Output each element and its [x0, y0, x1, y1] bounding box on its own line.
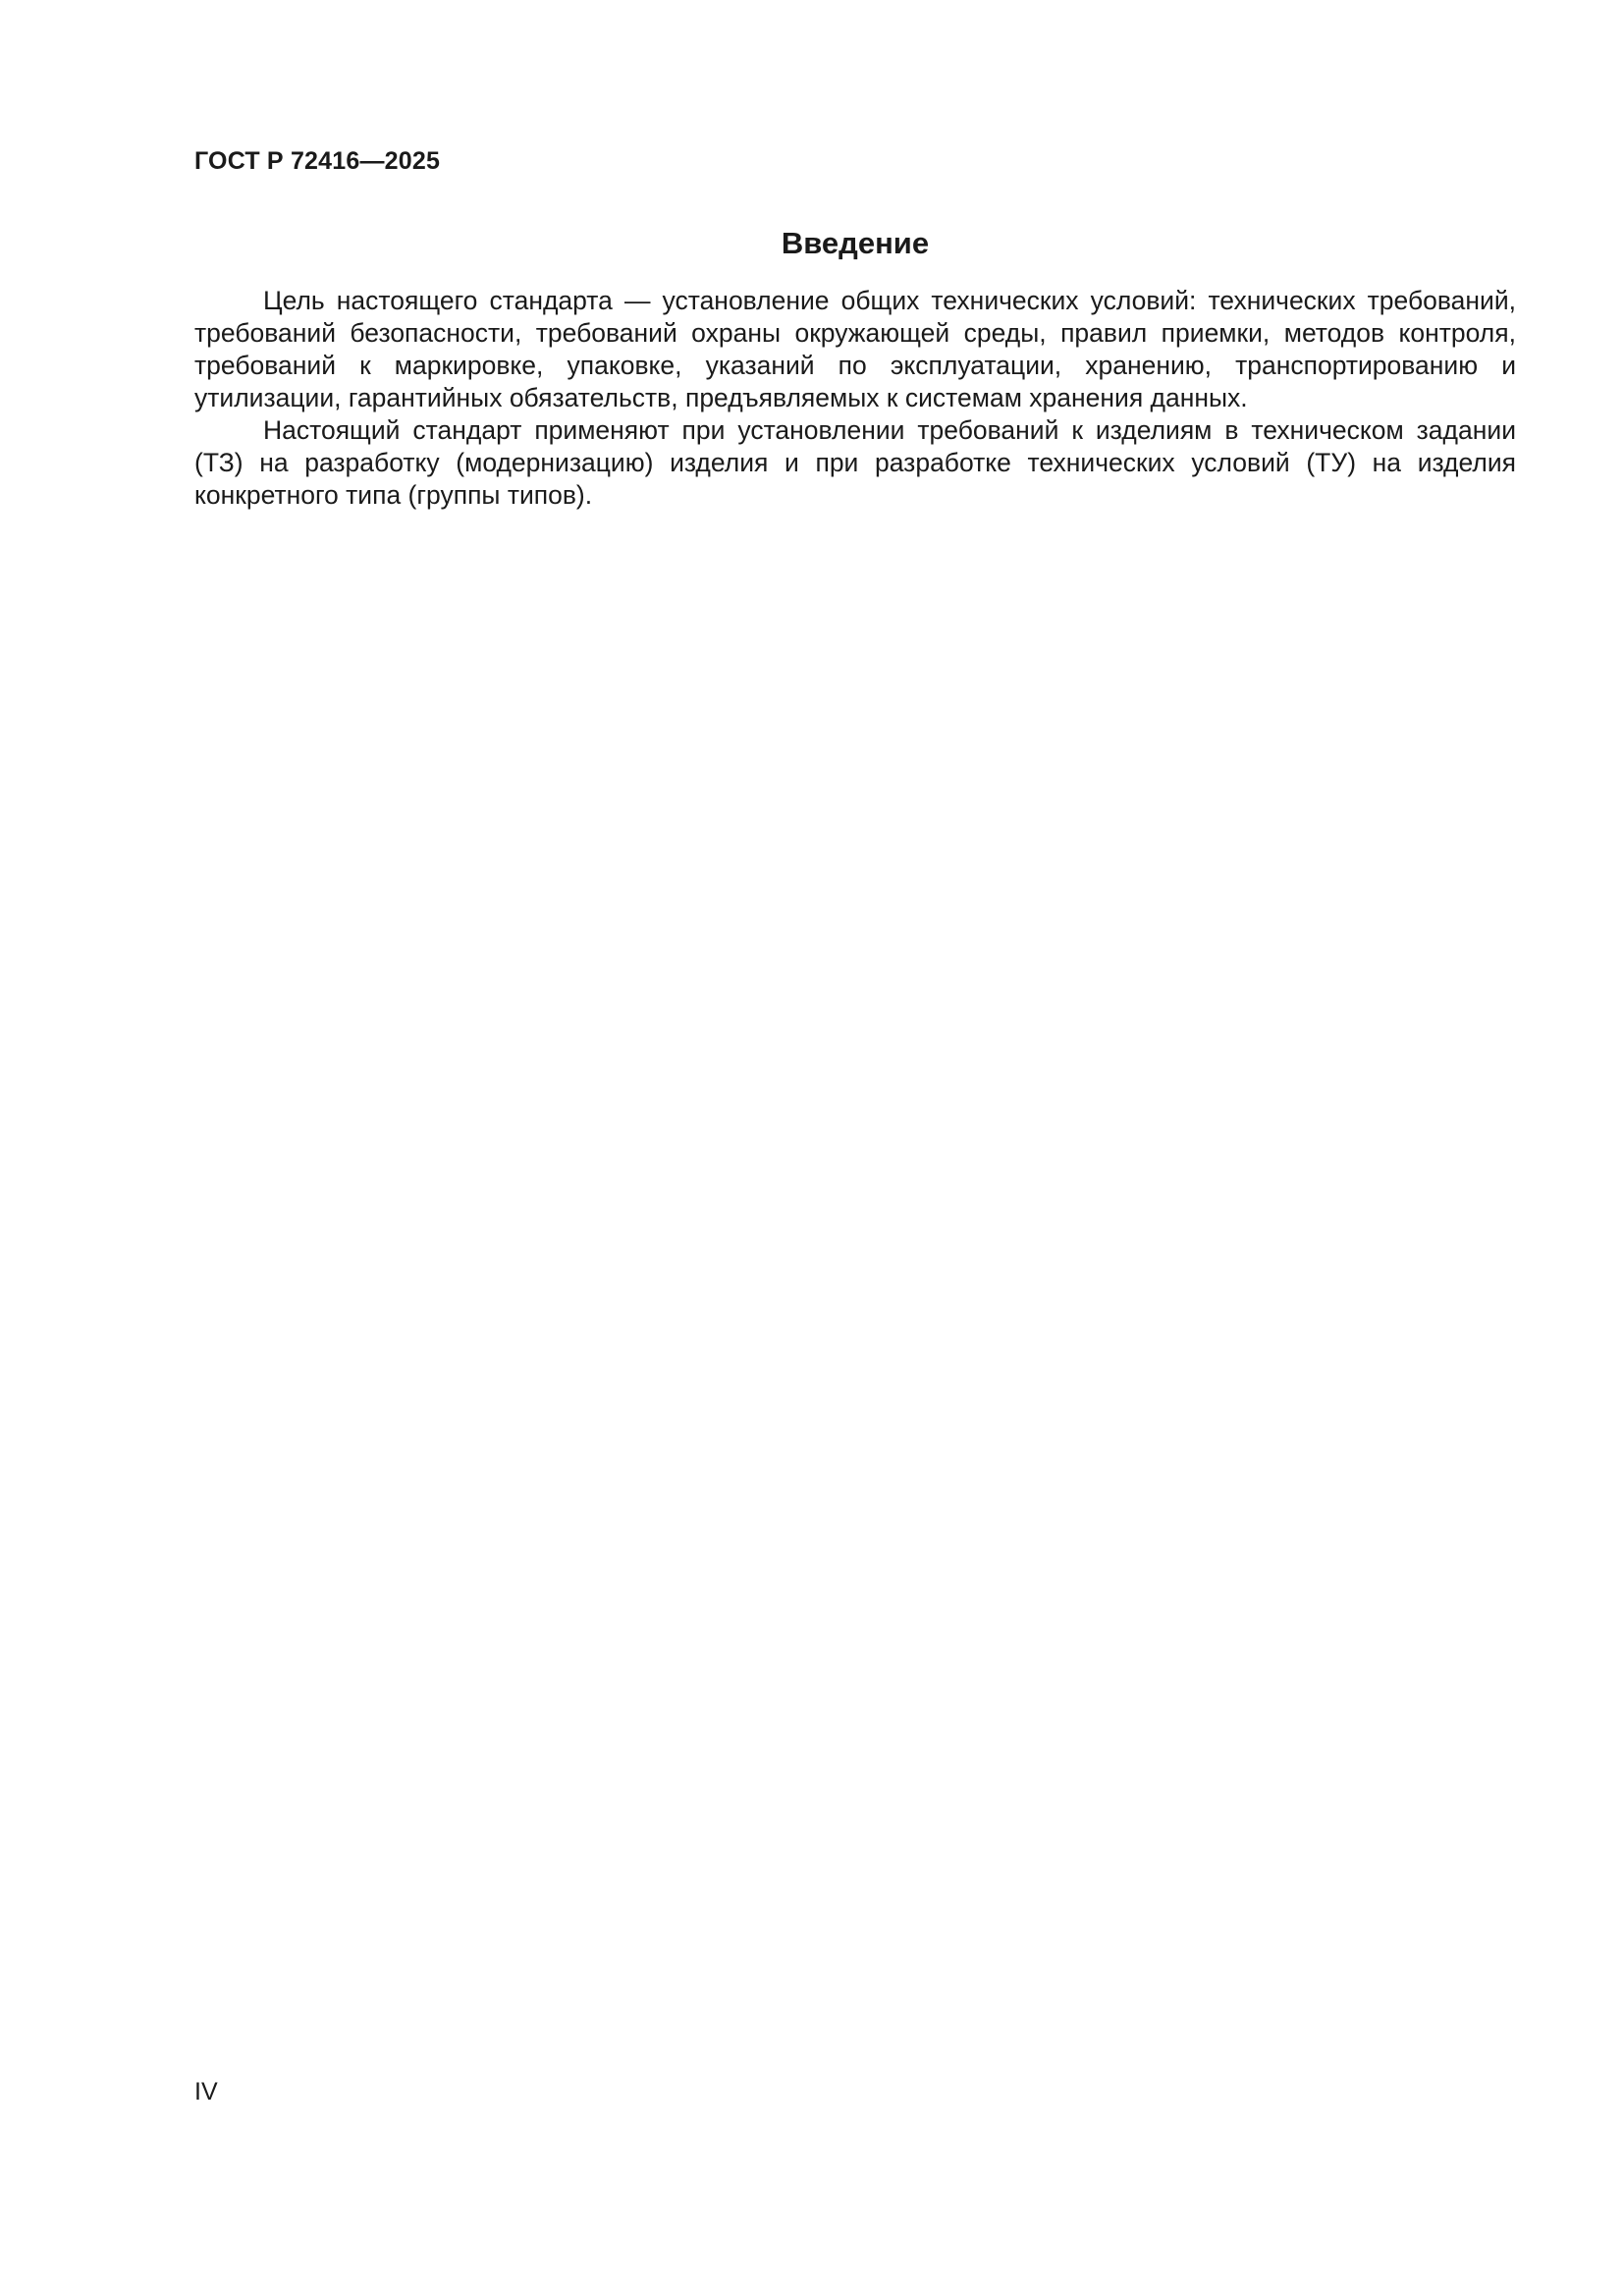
document-header: ГОСТ Р 72416—2025	[194, 147, 441, 175]
paragraph-application: Настоящий стандарт применяют при установлении требований к изделиям в техническом задании (ТЗ) на разработку (модернизацию) изделия и при разработке технических условий (ТУ) на изделия конкретного типа (группы типов).	[194, 415, 1516, 510]
paragraph-purpose: Цель настоящего стандарта — установление общих технических условий: технических требований, требований безопасности, требований охраны окружающей среды, правил приемки, методов контроля, требований к маркировке, упаковке, указаний по эксплуатации, хранению, транспортированию и утилизации, гарантийных обязательств, предъявляемых к системам хранения данных.	[194, 286, 1516, 412]
section-title: Введение	[781, 226, 930, 260]
introduction-body	[194, 285, 1516, 512]
page-number: IV	[194, 2078, 218, 2105]
